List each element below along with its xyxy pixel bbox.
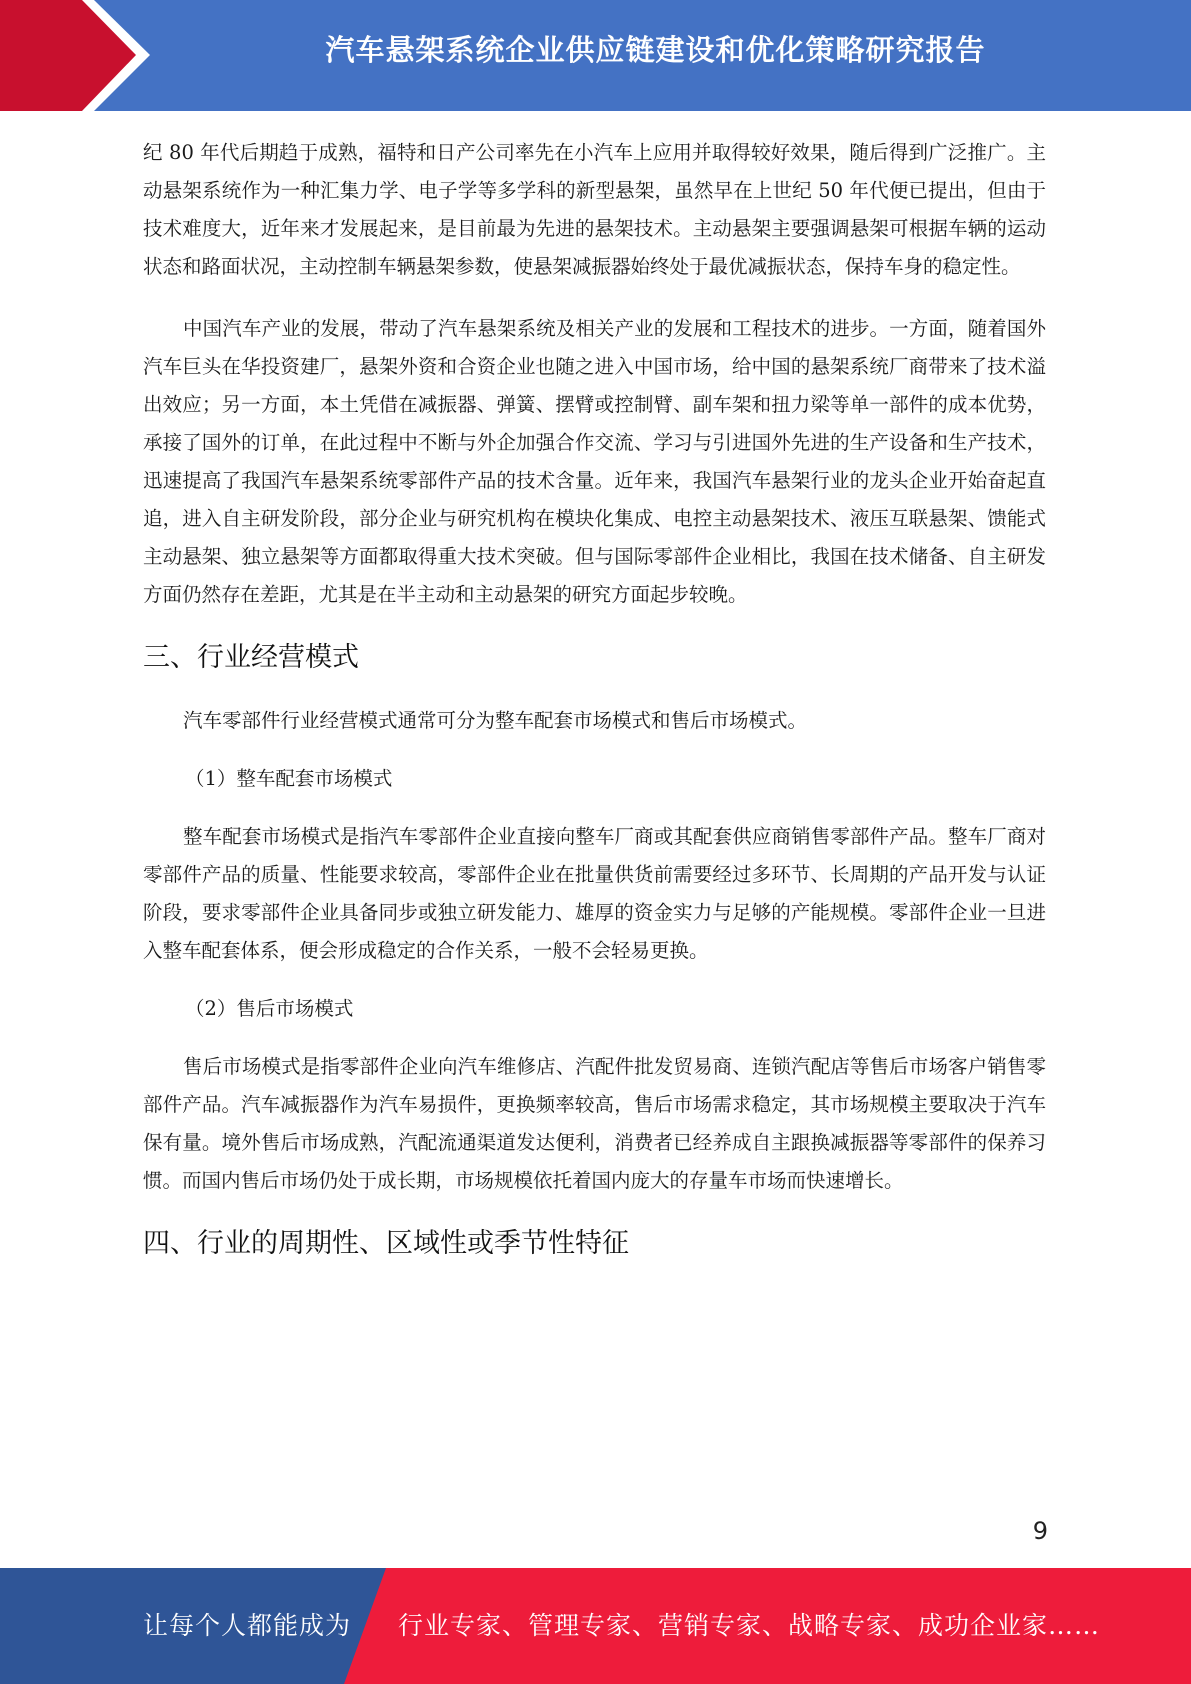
page-header	[0, 0, 1191, 111]
footer-slogan-right: 行业专家、管理专家、营销专家、战略专家、成功企业家……	[398, 1611, 1101, 1640]
paragraph-oem-market: 整车配套市场模式是指汽车零部件企业直接向整车厂商或其配套供应商销售零部件产品。整车厂商对零部件产品的质量、性能要求较高，零部件企业在批量供货前需要经过多环节、长周期的产品开发与认证阶段，要求零部件企业具备同步或独立研发能力、雄厚的资金实力与足够的产能规模。零部件企业一旦进入整车配套体系，便会形成稳定的合作关系，一般不会轻易更换。	[143, 825, 1046, 962]
section-heading-cyclicality: 四、行业的周期性、区域性或季节性特征	[143, 1228, 629, 1259]
page-footer	[0, 1568, 1191, 1684]
footer-slogan-left: 让每个人都能成为	[143, 1611, 352, 1640]
paragraph-active-suspension: 纪 80 年代后期趋于成熟，福特和日产公司率先在小汽车上应用并取得较好效果，随后得到广泛推广。主动悬架系统作为一种汇集力学、电子学等多学科的新型悬架，虽然早在上世纪 50 年代便已提出，但由于技术难度大，近年来才发展起来，是目前最为先进的悬架技术。主动悬架主要强调悬架可根据车辆的运动状态和路面状况，主动控制车辆悬架参数，使悬架减振器始终处于最优减振状态，保持车身的稳定性。	[143, 141, 1046, 278]
document-body	[143, 134, 1046, 1264]
paragraph-aftermarket: 售后市场模式是指零部件企业向汽车维修店、汽配件批发贸易商、连锁汽配店等售后市场客户销售零部件产品。汽车减振器作为汽车易损件，更换频率较高，售后市场需求稳定，其市场规模主要取决于汽车保有量。境外售后市场成熟，汽配流通渠道发达便利，消费者已经养成自主跟换减振器等零部件的保养习惯。而国内售后市场仍处于成长期，市场规模依托着国内庞大的存量车市场而快速增长。	[143, 1055, 1046, 1192]
page-number: 9	[1032, 1517, 1048, 1545]
report-title: 汽车悬架系统企业供应链建设和优化策略研究报告	[325, 33, 986, 67]
subheading-aftermarket: （2）售后市场模式	[185, 997, 354, 1020]
paragraph-business-model-intro: 汽车零部件行业经营模式通常可分为整车配套市场模式和售后市场模式。	[183, 709, 808, 732]
section-heading-business-model: 三、行业经营模式	[143, 642, 359, 673]
paragraph-china-industry: 中国汽车产业的发展，带动了汽车悬架系统及相关产业的发展和工程技术的进步。一方面，随着国外汽车巨头在华投资建厂，悬架外资和合资企业也随之进入中国市场，给中国的悬架系统厂商带来了技术溢出效应；另一方面，本土凭借在减振器、弹簧、摆臂或控制臂、副车架和扭力梁等单一部件的成本优势，承接了国外的订单，在此过程中不断与外企加强合作交流、学习与引进国外先进的生产设备和生产技术，迅速提高了我国汽车悬架系统零部件产品的技术含量。近年来，我国汽车悬架行业的龙头企业开始奋起直追，进入自主研发阶段，部分企业与研究机构在模块化集成、电控主动悬架技术、液压互联悬架、馈能式主动悬架、独立悬架等方面都取得重大技术突破。但与国际零部件企业相比，我国在技术储备、自主研发方面仍然存在差距，尤其是在半主动和主动悬架的研究方面起步较晚。	[143, 317, 1046, 606]
subheading-oem-market: （1）整车配套市场模式	[185, 767, 393, 790]
header-arrow-decoration	[0, 0, 160, 111]
